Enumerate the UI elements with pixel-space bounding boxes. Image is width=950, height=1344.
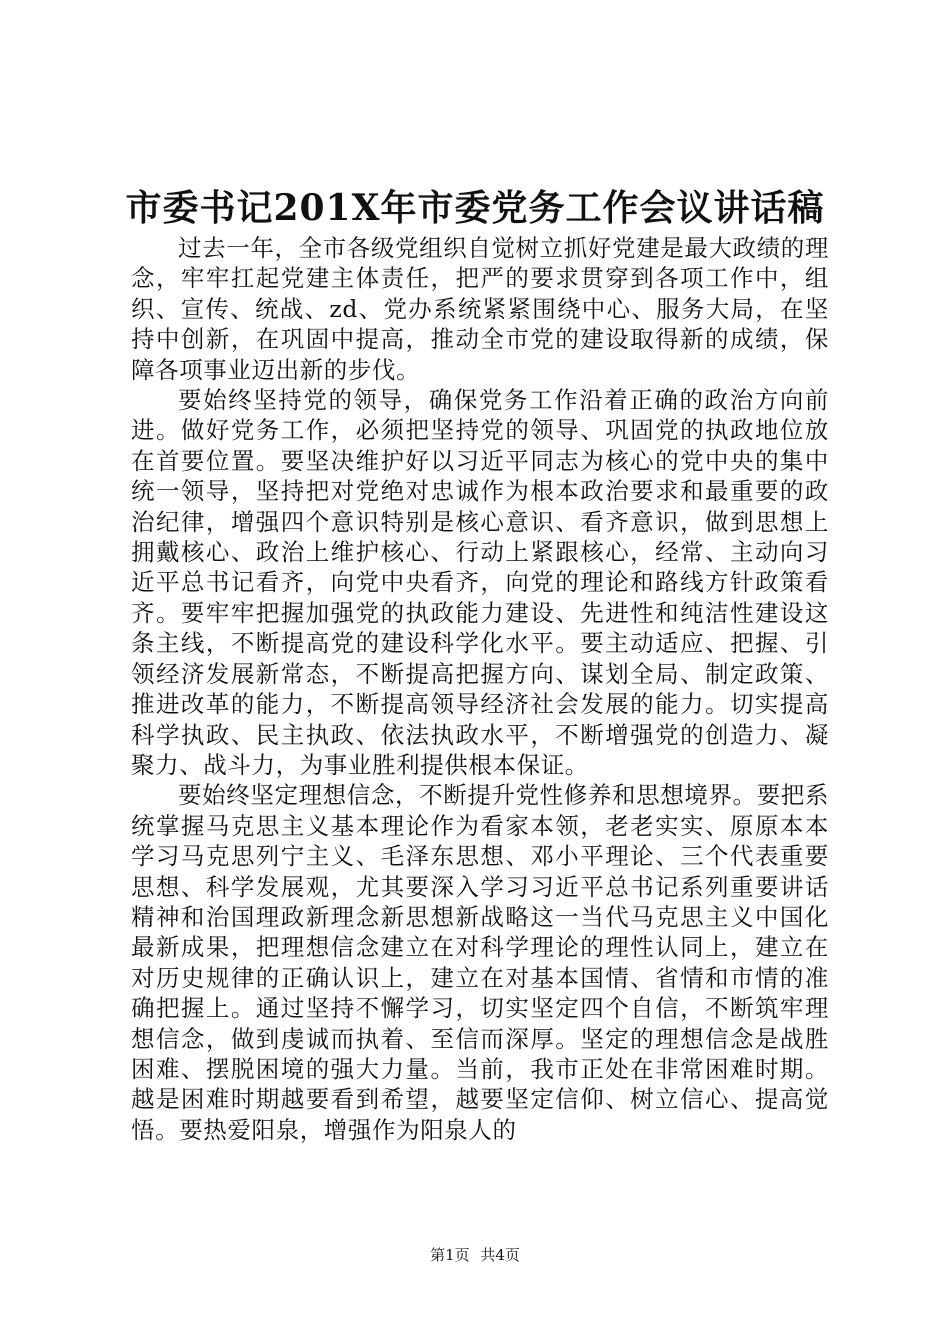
paragraph-3: 要始终坚定理想信念，不断提升党性修养和思想境界。要把系统掌握马克思主义基本理论作为看家本领，老老实实、原原本本学习马克思列宁主义、毛泽东思想、邓小平理论、三个代表重要思想、科学发展观，尤其要深入学习习近平总书记系列重要讲话精神和治国理政新理念新思想新战略这一当代马克思主义中国化最新成果，把理想信念建立在对科学理论的理性认同上，建立在对历史规律的正确认识上，建立在对基本国情、省情和市情的准确把握上。通过坚持不懈学习，切实坚定四个自信，不断筑牢理想信念，做到虔诚而执着、至信而深厚。坚定的理想信念是战胜困难、摆脱困境的强大力量。当前，我市正处在非常困难时期。越是困难时期越要看到希望，越要坚定信仰、树立信心、提高觉悟。要热爱阳泉，增强作为阳泉人的	[131, 781, 829, 1144]
page-footer	[0, 1245, 950, 1265]
document-body	[131, 233, 829, 1145]
page-total: 共4页	[480, 1246, 520, 1264]
paragraph-2: 要始终坚持党的领导，确保党务工作沿着正确的政治方向前进。做好党务工作，必须把坚持党的领导、巩固党的执政地位放在首要位置。要坚决维护好以习近平同志为核心的党中央的集中统一领导，坚持把对党绝对忠诚作为根本政治要求和最重要的政治纪律，增强四个意识特别是核心意识、看齐意识，做到思想上拥戴核心、政治上维护核心、行动上紧跟核心，经常、主动向习近平总书记看齐，向党中央看齐，向党的理论和路线方针政策看齐。要牢牢把握加强党的执政能力建设、先进性和纯洁性建设这条主线，不断提高党的建设科学化水平。要主动适应、把握、引领经济发展新常态，不断提高把握方向、谋划全局、制定政策、推进改革的能力，不断提高领导经济社会发展的能力。切实提高科学执政、民主执政、依法执政水平，不断增强党的创造力、凝聚力、战斗力，为事业胜利提供根本保证。	[131, 386, 829, 779]
document-title: 市委书记201X年市委党务工作会议讲话稿	[125, 187, 825, 229]
paragraph-1: 过去一年，全市各级党组织自觉树立抓好党建是最大政绩的理念，牢牢扛起党建主体责任，把严的要求贯穿到各项工作中，组织、宣传、统战、zd、党办系统紧紧围绕中心、服务大局，在坚持中创新，在巩固中提高，推动全市党的建设取得新的成绩，保障各项事业迈出新的步伐。	[131, 234, 829, 384]
page-number: 第1页	[430, 1246, 470, 1264]
